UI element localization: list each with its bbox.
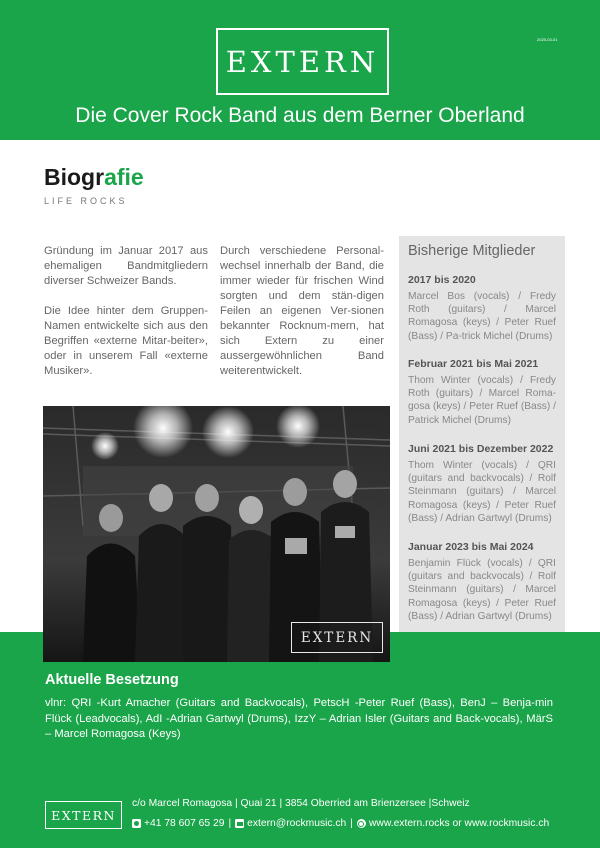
current-lineup-text: vlnr: QRI -Kurt Amacher (Guitars and Backvocals), PetscH -Peter Ruef (Bass), BenJ – Benja-min Flück (Leadvocals), AdI -Adrian Gartwyl (Drums), IzzY – Adrian Isler (Guitars and Back-vocals), MärS – Marcel Romagosa (Keys) (45, 697, 553, 740)
footer-phone[interactable]: +41 78 607 65 29 (144, 818, 225, 829)
biography-column-1 (44, 244, 208, 394)
member-group-names: Marcel Bos (vocals) / Fredy Roth (guitars) / Marcel Romagosa (keys) / Peter Ruef (Bass) / Pa-trick Michel (Drums) (408, 291, 556, 342)
member-group-names: Thom Winter (vocals) / QRI (guitars and backvocals) / Rolf Steinmann (guitars) / Marcel Romagosa (keys) / Peter Ruef (Bass) / Adrian Gartwyl (Drums) (408, 460, 556, 524)
biography-subtitle: LIFE ROCKS (44, 196, 128, 206)
biography-paragraph: Durch verschiedene Personal-wechsel innerhalb der Band, die immer wieder für frischen Wind sorgten und dem stän-digen Feilen an eigenen Ver-sionen bekannter Rocknum-mern, hat sich Extern zu einer aussergewöhnlichen Band weiterentwickelt. (220, 245, 384, 377)
email-icon (235, 819, 244, 828)
member-group-period: Februar 2021 bis Mai 2021 (408, 358, 539, 370)
biography-title-part2: afie (104, 164, 144, 190)
footer-address: c/o Marcel Romagosa | Quai 21 | 3854 Oberried am Brienzersee |Schweiz (132, 798, 470, 809)
former-members-box (399, 236, 565, 632)
band-photo (43, 406, 390, 662)
biography-paragraph: Die Idee hinter dem Gruppen-Namen entwickelte sich aus den Begriffen «externe Mitar-beiter», oder in unserem Fall «externe Musiker». (44, 305, 208, 377)
footer-contact-line (132, 818, 549, 829)
photo-band-logo-text: EXTERN (300, 629, 374, 646)
band-logo-text: EXTERN (225, 44, 380, 79)
current-lineup-title: Aktuelle Besetzung (45, 672, 179, 688)
document-date: 2025-03-01 (537, 37, 558, 42)
member-group (408, 358, 556, 427)
globe-icon (357, 819, 366, 828)
former-members-title: Bisherige Mitglieder (408, 243, 536, 259)
member-group (408, 443, 556, 525)
biography-paragraph: Gründung im Januar 2017 aus ehemaligen Bandmitgliedern diverser Schweizer Bands. (44, 245, 208, 287)
phone-icon (132, 819, 141, 828)
tagline: Die Cover Rock Band aus dem Berner Oberland (75, 104, 525, 127)
member-group-period: Januar 2023 bis Mai 2024 (408, 541, 534, 553)
biography-column-2 (220, 244, 384, 394)
member-group (408, 274, 556, 343)
footer-email[interactable]: extern@rockmusic.ch (247, 818, 347, 829)
footer-band-logo-text: EXTERN (51, 807, 116, 823)
footer-web[interactable]: www.extern.rocks or www.rockmusic.ch (368, 818, 550, 829)
biography-title (44, 164, 144, 191)
biography-title-part1: Biogr (44, 164, 105, 190)
member-group-period: 2017 bis 2020 (408, 274, 476, 286)
member-group (408, 541, 556, 623)
footer-separator: | (228, 818, 232, 829)
footer-separator: | (350, 818, 353, 829)
member-group-period: Juni 2021 bis Dezember 2022 (408, 443, 554, 455)
member-group-names: Thom Winter (vocals) / Fredy Roth (guitars) / Marcel Roma-gosa (keys) / Peter Ruef (Bass) / Patrick Michel (Drums) (408, 375, 556, 426)
photo-band-logo (291, 622, 383, 653)
band-logo (216, 28, 389, 95)
footer-band-logo (45, 801, 122, 829)
member-group-names: Benjamin Flück (vocals) / QRI (guitars and backvocals) / Rolf Steinmann (guitars) / Marcel Romagosa (keys) / Peter Ruef (Bass) / Adrian Gartwyl (Drums) (408, 558, 556, 622)
